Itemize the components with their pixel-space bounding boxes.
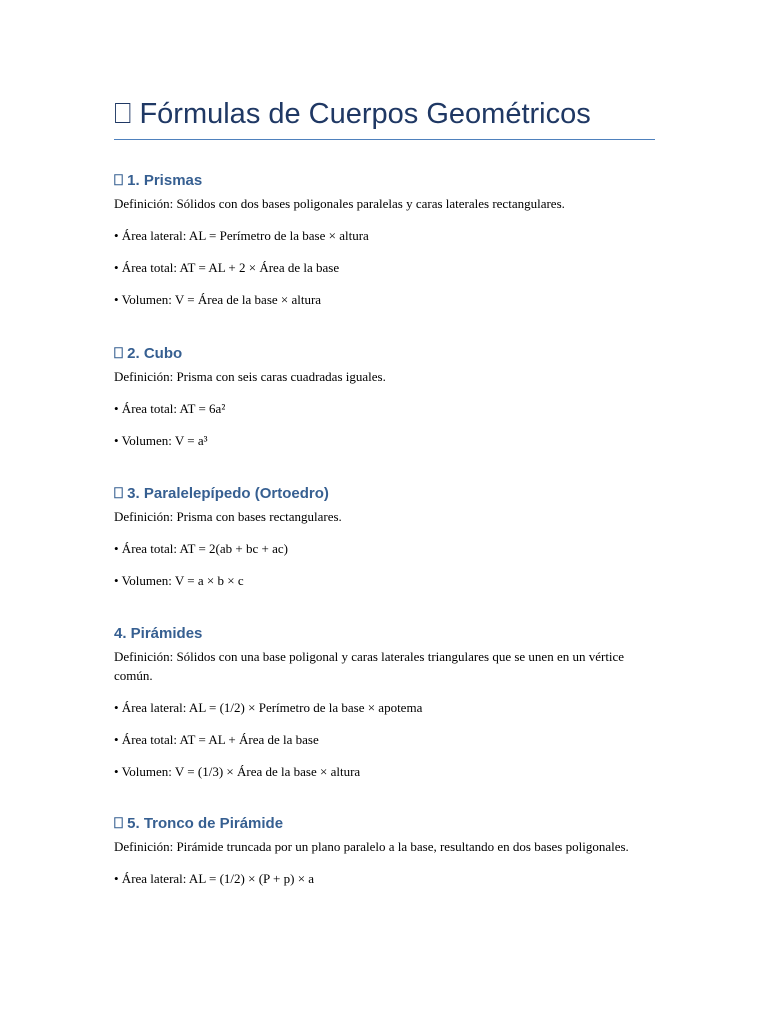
formula-item: • Área lateral: AL = Perímetro de la base × altura: [114, 228, 369, 243]
section-definition: Definición: Prisma con bases rectangulares.: [114, 509, 342, 524]
formula-item: • Volumen: V = a³: [114, 433, 208, 448]
section-piramides: [114, 624, 655, 781]
formula-item: • Área total: AT = AL + Área de la base: [114, 732, 319, 747]
formula-item: • Volumen: V = Área de la base × altura: [114, 292, 322, 307]
section-definition: Definición: Sólidos con dos bases poligonales paralelas y caras laterales rectangulares.: [114, 196, 565, 211]
formula-item: • Área total: AT = 2(ab + bc + ac): [114, 541, 288, 556]
formula-item: • Área lateral: AL = (1/2) × Perímetro de la base × apotema: [114, 700, 423, 715]
formula-item: • Área total: AT = AL + 2 × Área de la base: [114, 260, 340, 275]
section-definition: Definición: Prisma con seis caras cuadradas iguales.: [114, 369, 386, 384]
section-tronco-piramide: [114, 814, 655, 888]
formula-item: • Volumen: V = a × b × c: [114, 573, 244, 588]
section-heading: ⎕ 5. Tronco de Pirámide: [114, 815, 284, 832]
formula-item: • Área lateral: AL = (1/2) × (P + p) × a: [114, 871, 315, 886]
formula-item: • Área total: AT = 6a²: [114, 401, 226, 416]
section-heading: 4. Pirámides: [114, 625, 203, 642]
section-cubo: [114, 344, 655, 450]
formula-item: • Volumen: V = (1/3) × Área de la base × altura: [114, 764, 361, 779]
section-definition: Definición: Sólidos con una base poligonal y caras laterales triangulares que se unen en un vértice común.: [114, 649, 625, 683]
section-heading: ⎕ 3. Paralelepípedo (Ortoedro): [114, 485, 329, 502]
section-paralelepipedo: [114, 484, 655, 590]
section-heading: ⎕ 1. Prismas: [114, 172, 203, 189]
section-heading: ⎕ 2. Cubo: [114, 345, 183, 362]
section-prismas: [114, 171, 655, 309]
section-definition: Definición: Pirámide truncada por un plano paralelo a la base, resultando en dos bases poligonales.: [114, 839, 629, 854]
document-title: ⎕ Fórmulas de Cuerpos Geométricos: [114, 94, 655, 140]
